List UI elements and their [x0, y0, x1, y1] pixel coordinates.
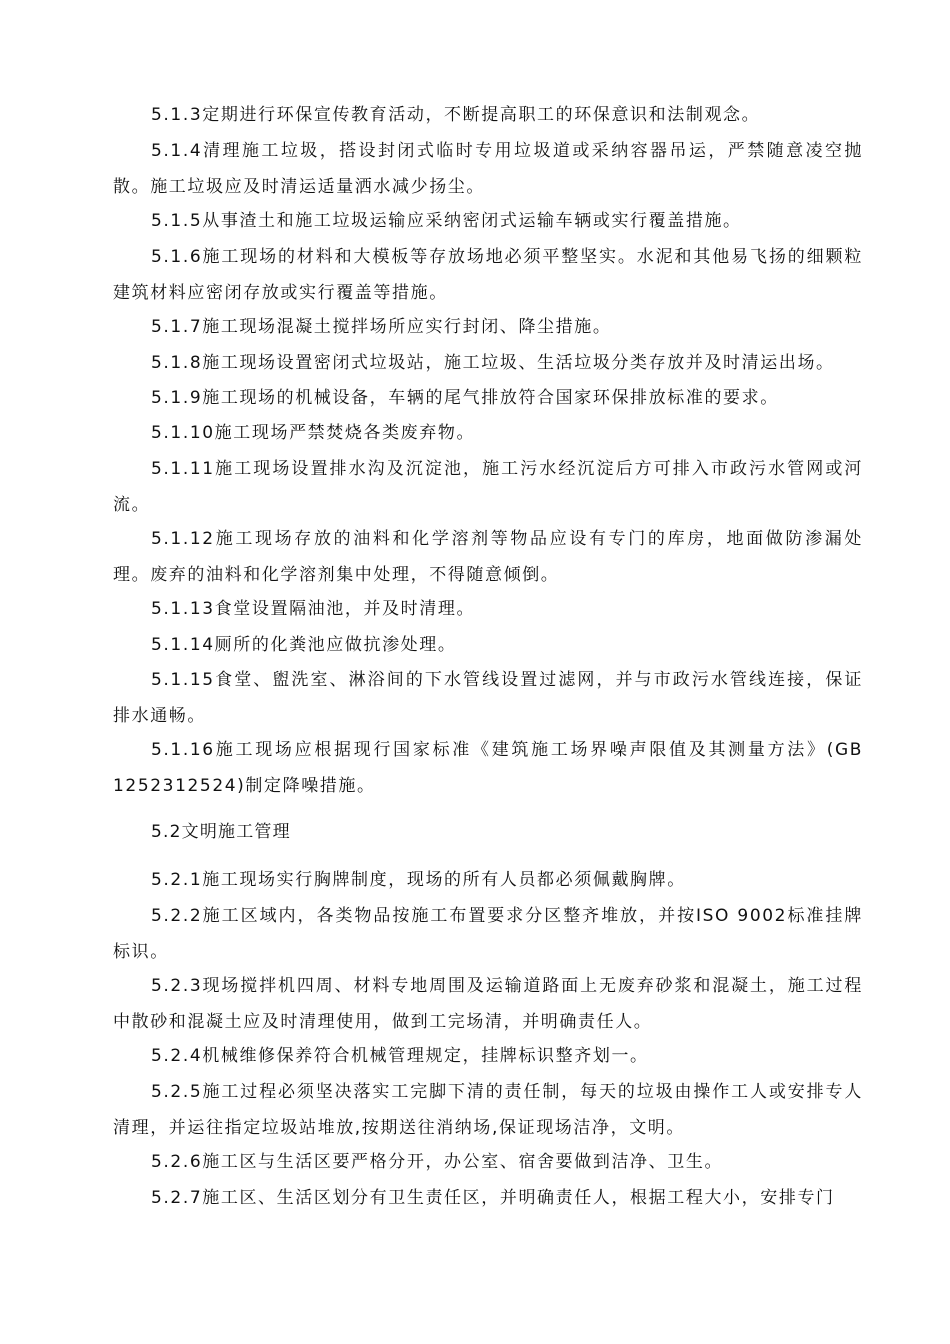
- paragraph-5-2-3: 5.2.3现场搅拌机四周、材料专地周围及运输道路面上无废弃砂浆和混凝土，施工过程中散砂和混凝土应及时清理使用，做到工完场清，并明确责任人。: [113, 976, 863, 1032]
- paragraph-5-1-16: 5.1.16施工现场应根据现行国家标准《建筑施工场界噪声限值及其测量方法》(GB 1252312524)制定降噪措施。: [113, 740, 863, 796]
- paragraph-5-2-2: 5.2.2施工区域内，各类物品按施工布置要求分区整齐堆放，并按ISO 9002标准挂牌标识。: [113, 906, 863, 962]
- paragraph-5-1-14: 5.1.14厕所的化粪池应做抗渗处理。: [151, 635, 457, 655]
- paragraph-5-1-10: 5.1.10施工现场严禁焚烧各类废弃物。: [151, 423, 476, 443]
- paragraph-5-1-13: 5.1.13食堂设置隔油池，并及时清理。: [151, 599, 476, 619]
- paragraph-5-1-11: 5.1.11施工现场设置排水沟及沉淀池，施工污水经沉淀后方可排入市政污水管网或河流。: [113, 459, 863, 515]
- paragraph-5-1-5: 5.1.5从事渣土和施工垃圾运输应采纳密闭式运输车辆或实行覆盖措施。: [151, 211, 742, 231]
- paragraph-5-1-6: 5.1.6施工现场的材料和大模板等存放场地必须平整坚实。水泥和其他易飞扬的细颗粒建筑材料应密闭存放或实行覆盖等措施。: [113, 247, 863, 303]
- paragraph-5-2-7: 5.2.7施工区、生活区划分有卫生责任区，并明确责任人，根据工程大小，安排专门: [151, 1188, 835, 1208]
- paragraph-5-1-9: 5.1.9施工现场的机械设备，车辆的尾气排放符合国家环保排放标准的要求。: [151, 388, 779, 408]
- paragraph-5-1-4: 5.1.4清理施工垃圾，搭设封闭式临时专用垃圾道或采纳容器吊运，严禁随意凌空抛散。施工垃圾应及时清运适量洒水减少扬尘。: [113, 141, 863, 197]
- paragraph-5-2-4: 5.2.4机械维修保养符合机械管理规定，挂牌标识整齐划一。: [151, 1046, 649, 1066]
- paragraph-5-2-6: 5.2.6施工区与生活区要严格分开，办公室、宿舍要做到洁净、卫生。: [151, 1152, 724, 1172]
- section-heading-5-2: 5.2文明施工管理: [151, 822, 291, 842]
- paragraph-5-1-7: 5.1.7施工现场混凝土搅拌场所应实行封闭、降尘措施。: [151, 317, 612, 337]
- paragraph-5-2-1: 5.2.1施工现场实行胸牌制度，现场的所有人员都必须佩戴胸牌。: [151, 870, 686, 890]
- paragraph-5-2-5: 5.2.5施工过程必须坚决落实工完脚下清的责任制，每天的垃圾由操作工人或安排专人清理，并运往指定垃圾站堆放,按期送往消纳场,保证现场洁净，文明。: [113, 1082, 863, 1138]
- paragraph-5-1-3: 5.1.3定期进行环保宣传教育活动，不断提高职工的环保意识和法制观念。: [151, 105, 761, 125]
- paragraph-5-1-8: 5.1.8施工现场设置密闭式垃圾站，施工垃圾、生活垃圾分类存放并及时清运出场。: [151, 353, 835, 373]
- paragraph-5-1-15: 5.1.15食堂、盥洗室、淋浴间的下水管线设置过滤网，并与市政污水管线连接，保证排水通畅。: [113, 670, 863, 726]
- paragraph-5-1-12: 5.1.12施工现场存放的油料和化学溶剂等物品应设有专门的库房，地面做防渗漏处理。废弃的油料和化学溶剂集中处理，不得随意倾倒。: [113, 529, 863, 585]
